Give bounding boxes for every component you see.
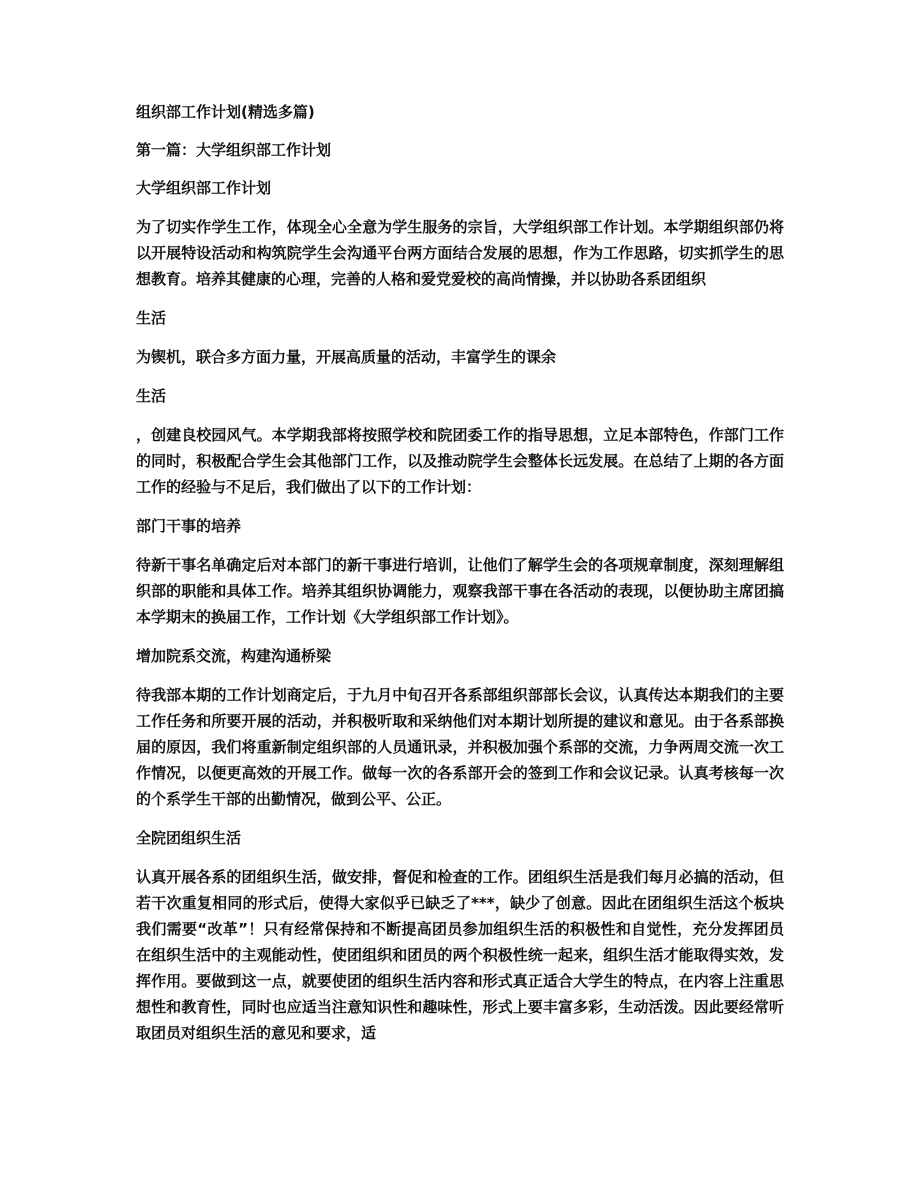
paragraph-league: 认真开展各系的团组织生活，做安排，督促和检查的工作。团组织生活是我们每月必搞的活动，但若干次重复相同的形式后，使得大家似乎已缺乏了***，缺少了创意。因此在团组织生活这个板块我们需要“改革”！只有经常保持和不断提高团员参加组织生活的积极性和自觉性，充分发挥团员在组织生活中的主观能动性，使团组织和团员的两个积极性统一起来，组织生活才能取得实效，发挥作用。要做到这一点，就要使团的组织生活内容和形式真正适合大学生的特点，在内容上注重思想性和教育性，同时也应适当注意知识性和趣味性，形式上要丰富多彩，生动活泼。因此要经常听取团员对组织生活的意见和要求，适 bbox=[136, 868, 784, 1042]
document-page bbox=[136, 100, 784, 1060]
paragraph-exchange: 待我部本期的工作计划商定后，于九月中旬召开各系部组织部部长会议，认真传达本期我们的主要工作任务和所要开展的活动，并积极听取和采纳他们对本期计划所提的建议和意见。由于各系部换届的原因，我们将重新制定组织部的人员通讯录，并积极加强个系部的交流，力争两周交流一次工作情况，以便更高效的开展工作。做每一次的各系部开会的签到工作和会议记录。认真考核每一次的个系学生干部的出勤情况，做到公平、公正。 bbox=[136, 686, 784, 808]
paragraph-activities: 为锲机，联合多方面力量，开展高质量的活动，丰富学生的课余 bbox=[136, 348, 557, 366]
intro-paragraph: 为了切实作学生工作，体现全心全意为学生服务的宗旨，大学组织部工作计划。本学期组织部仍将以开展特设活动和构筑院学生会沟通平台两方面结合发展的思想，作为工作思路，切实抓学生的思想教育。培养其健康的心理，完善的人格和爱党爱校的高尚情操，并以协助各系团组织 bbox=[136, 218, 784, 288]
label-life-1: 生活 bbox=[136, 309, 167, 327]
label-life-2: 生活 bbox=[136, 387, 167, 405]
paragraph-campus: ，创建良校园风气。本学期我部将按照学校和院团委工作的指导思想，立足本部特色，作部门工作的同时，积极配合学生会其他部门工作，以及推动院学生会整体长远发展。在总结了上期的各方面工作的经验与不足后，我们做出了以下的工作计划： bbox=[136, 426, 784, 496]
section-title: 第一篇：大学组织部工作计划 bbox=[136, 141, 332, 159]
subtitle: 大学组织部工作计划 bbox=[136, 179, 272, 197]
heading-league: 全院团组织生活 bbox=[136, 829, 242, 847]
document-title: 组织部工作计划(精选多篇) bbox=[136, 103, 315, 121]
heading-training: 部门干事的培养 bbox=[136, 517, 242, 535]
paragraph-training: 待新干事名单确定后对本部门的新干事进行培训，让他们了解学生会的各项规章制度，深刻理解组织部的职能和具体工作。培养其组织协调能力，观察我部干事在各活动的表现，以便协助主席团搞本学期末的换届工作，工作计划《大学组织部工作计划》。 bbox=[136, 556, 784, 626]
heading-exchange: 增加院系交流，构建沟通桥梁 bbox=[136, 647, 332, 665]
